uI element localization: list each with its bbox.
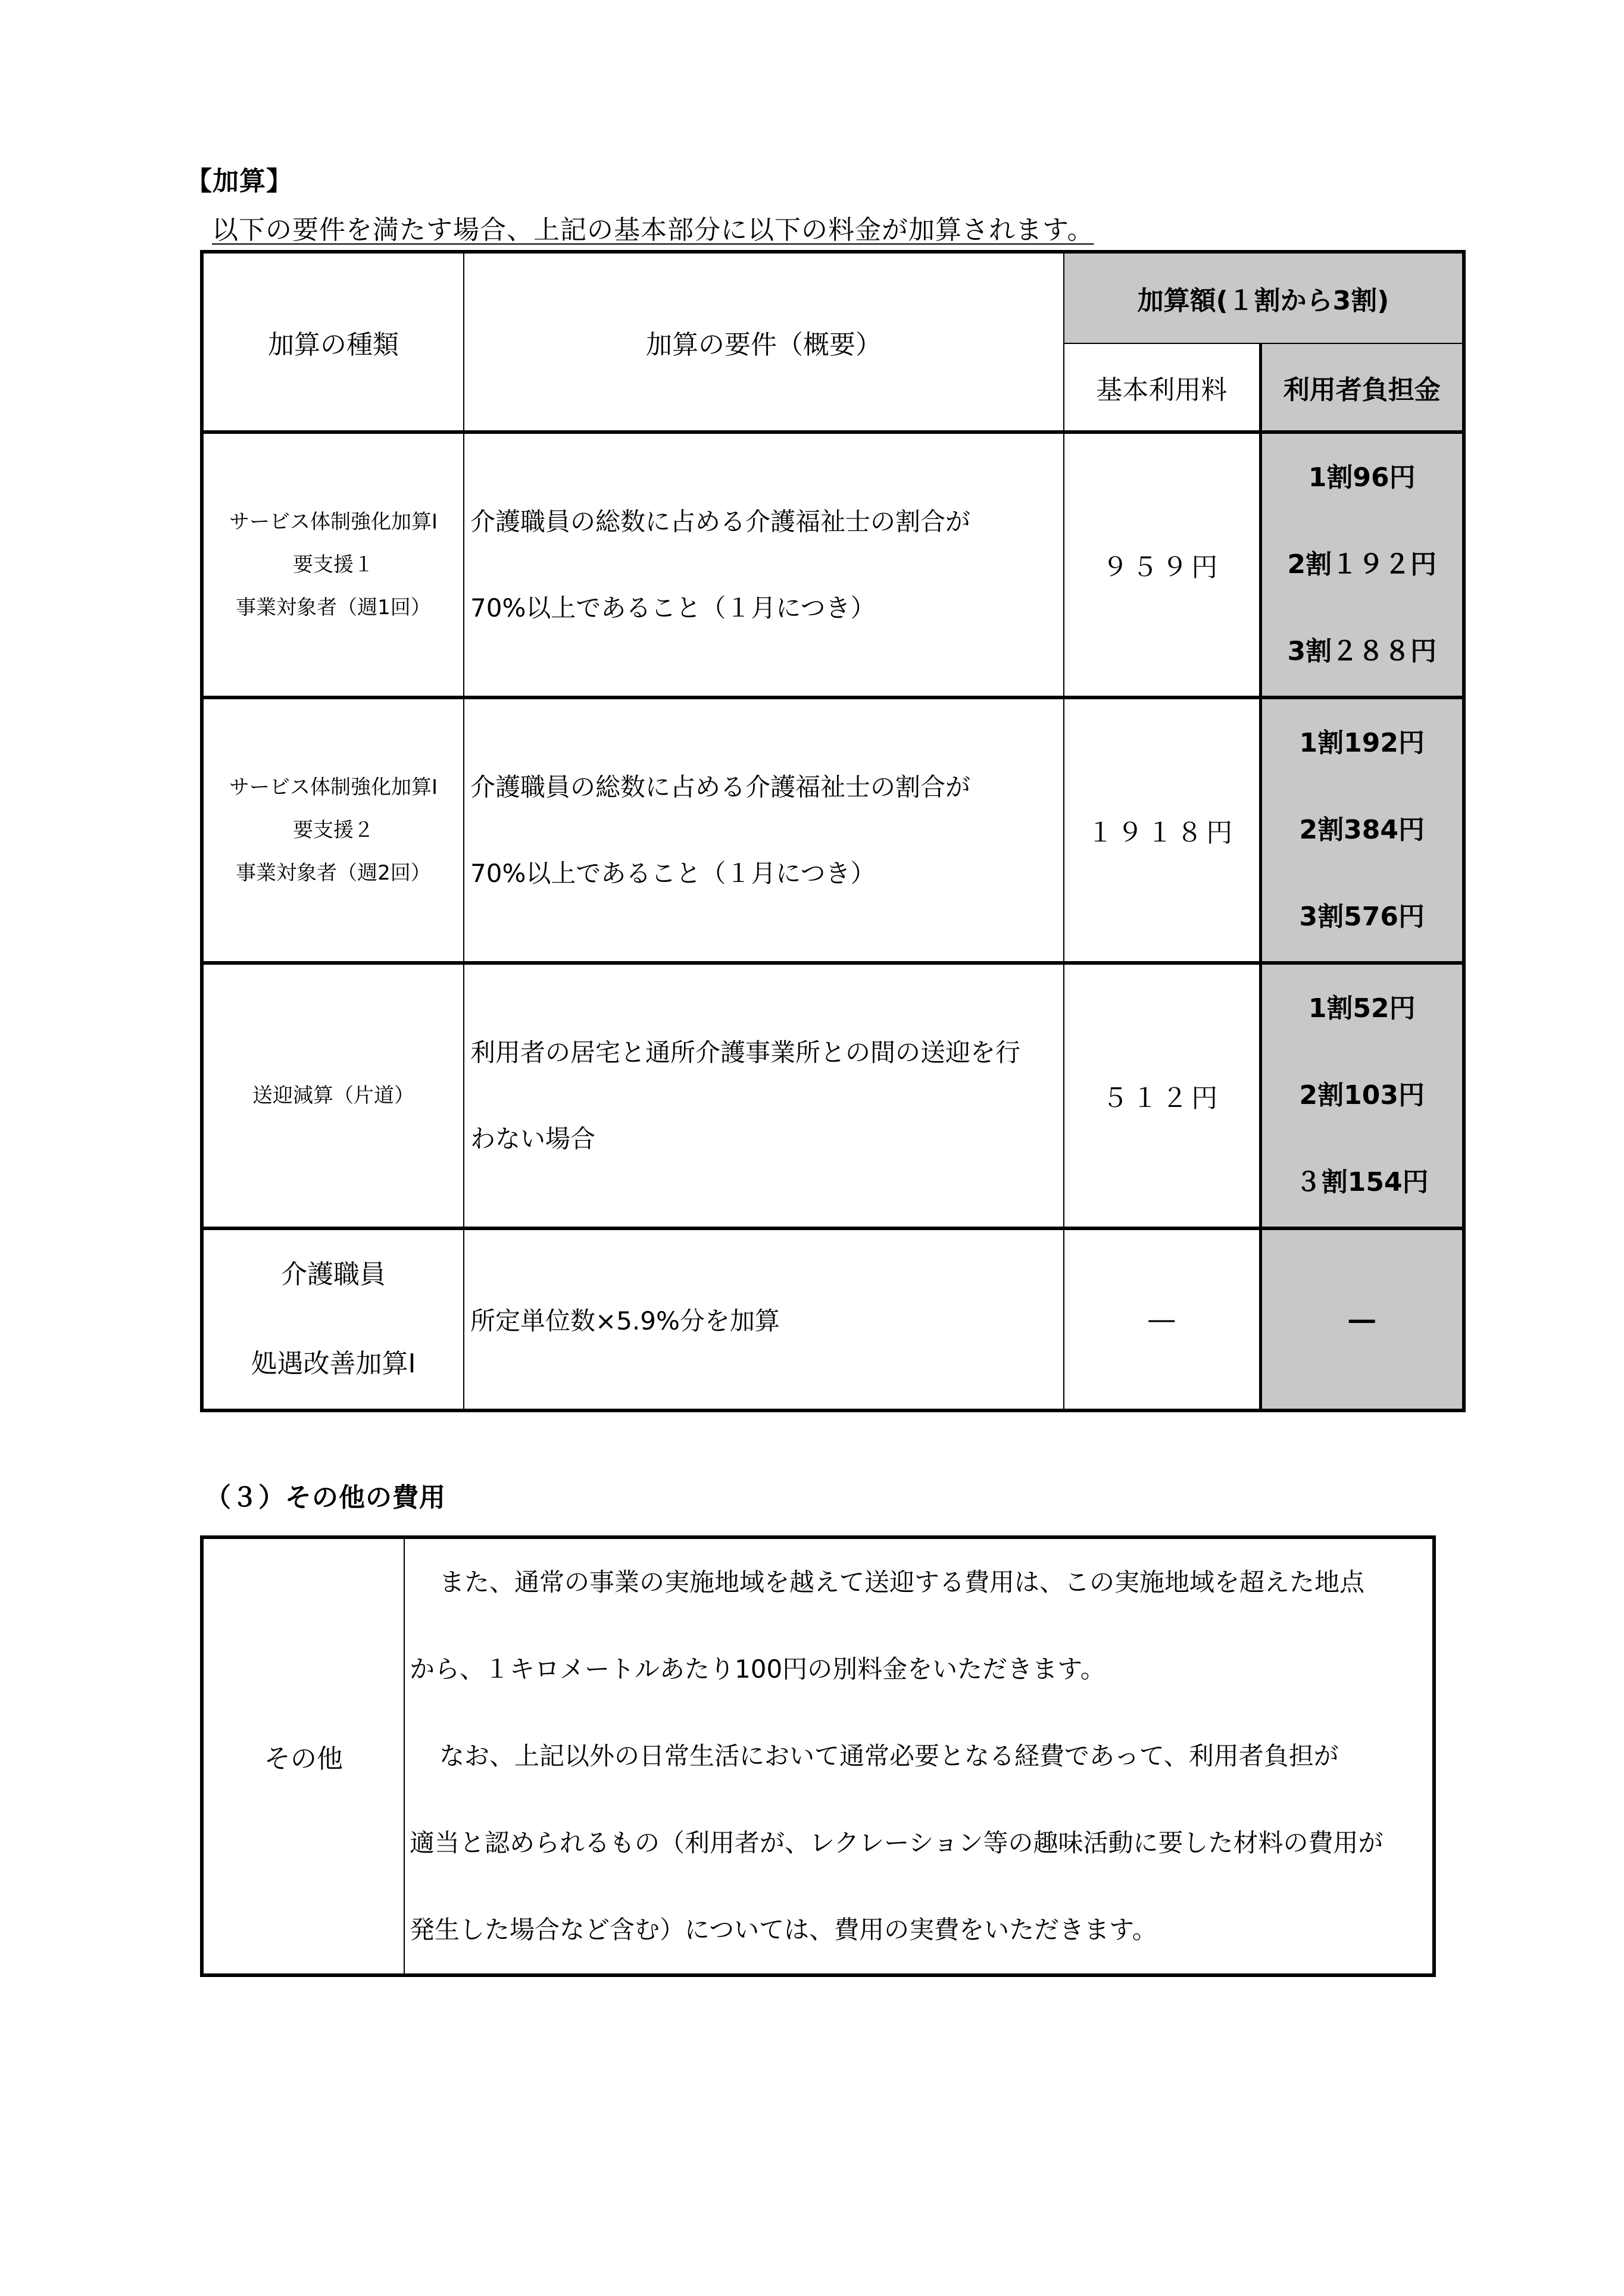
requirement-line: 介護職員の総数に占める介護福祉士の割合が — [470, 507, 971, 536]
table-row — [202, 963, 1464, 1228]
burden-line: 1割96円 — [1308, 462, 1416, 493]
table-row — [202, 697, 1464, 963]
type-line: 事業対象者（週1回） — [236, 596, 431, 620]
table-row — [202, 1228, 1464, 1410]
burden-cell — [1260, 697, 1464, 963]
burden-line: 2割103円 — [1299, 1080, 1425, 1111]
type-cell — [202, 963, 464, 1228]
burden-line: 3割２８８円 — [1287, 636, 1437, 667]
header-user-burden: 利用者負担金 — [1260, 343, 1464, 432]
requirement-line: 70%以上であること（１月につき） — [470, 859, 876, 888]
type-line: サービス体制強化加算Ⅰ — [229, 775, 438, 799]
requirement-cell — [464, 697, 1064, 963]
requirement-line: 70%以上であること（１月につき） — [470, 593, 876, 623]
table-row — [202, 432, 1464, 697]
type-line: 送迎減算（片道） — [252, 1084, 414, 1108]
other-line: また、通常の事業の実施地域を越えて送迎する費用は、この実施地域を超えた地点 — [439, 1568, 1365, 1597]
header-amount: 加算額(１割から3割) — [1064, 252, 1464, 343]
basic-fee-cell: ５１２円 — [1064, 963, 1260, 1228]
type-line: 要支援１ — [293, 553, 374, 577]
type-line: サービス体制強化加算Ⅰ — [229, 510, 438, 534]
burden-cell — [1260, 1228, 1464, 1410]
burden-line: 2割384円 — [1299, 815, 1425, 845]
type-cell — [202, 432, 464, 697]
type-line: 要支援２ — [293, 818, 374, 842]
burden-line: 3割576円 — [1299, 902, 1425, 932]
requirement-cell — [464, 1228, 1064, 1410]
type-line: 介護職員 — [281, 1259, 386, 1290]
other-line: 適当と認められるもの（利用者が、レクレーション等の趣味活動に要した材料の費用が — [410, 1828, 1383, 1857]
burden-line: ― — [1348, 1304, 1375, 1335]
other-costs-title: （３）その他の費用 — [205, 1482, 446, 1513]
burden-line: 1割52円 — [1308, 993, 1416, 1024]
other-text-cell — [404, 1537, 1434, 1975]
basic-fee-cell: ― — [1064, 1228, 1260, 1410]
requirement-line: 所定単位数×5.9%分を加算 — [470, 1306, 780, 1335]
type-line: 処遇改善加算Ⅰ — [251, 1349, 416, 1379]
requirement-cell — [464, 432, 1064, 697]
burden-line: ３割154円 — [1295, 1167, 1429, 1197]
requirement-line: 利用者の居宅と通所介護事業所との間の送迎を行 — [470, 1038, 1021, 1067]
other-line: なお、上記以外の日常生活において通常必要となる経費であって、利用者負担が — [439, 1741, 1339, 1771]
other-label: その他 — [202, 1537, 404, 1975]
other-line: から、１キロメートルあたり100円の別料金をいただきます。 — [410, 1654, 1105, 1684]
requirement-line: 介護職員の総数に占める介護福祉士の割合が — [470, 772, 971, 802]
other-line: 発生した場合など含む）については、費用の実費をいただきます。 — [410, 1915, 1157, 1944]
burden-line: 2割１９２円 — [1287, 549, 1437, 580]
table-row — [202, 1537, 1434, 1975]
type-cell — [202, 697, 464, 963]
kasan-table — [200, 250, 1466, 1412]
other-costs-table — [200, 1535, 1436, 1977]
burden-line: 1割192円 — [1299, 728, 1425, 758]
basic-fee-cell: ９５９円 — [1064, 432, 1260, 697]
type-line: 事業対象者（週2回） — [236, 861, 431, 885]
kasan-title: 【加算】 — [186, 166, 293, 196]
kasan-intro: 以下の要件を満たす場合、上記の基本部分に以下の料金が加算されます。 — [212, 215, 1094, 245]
basic-fee-cell: １９１８円 — [1064, 697, 1260, 963]
burden-cell — [1260, 432, 1464, 697]
burden-cell — [1260, 963, 1464, 1228]
type-cell — [202, 1228, 464, 1410]
requirement-line: わない場合 — [470, 1124, 596, 1153]
requirement-cell — [464, 963, 1064, 1228]
header-type: 加算の種類 — [202, 252, 464, 432]
header-basic-fee: 基本利用料 — [1064, 343, 1260, 432]
header-requirement: 加算の要件（概要） — [464, 252, 1064, 432]
